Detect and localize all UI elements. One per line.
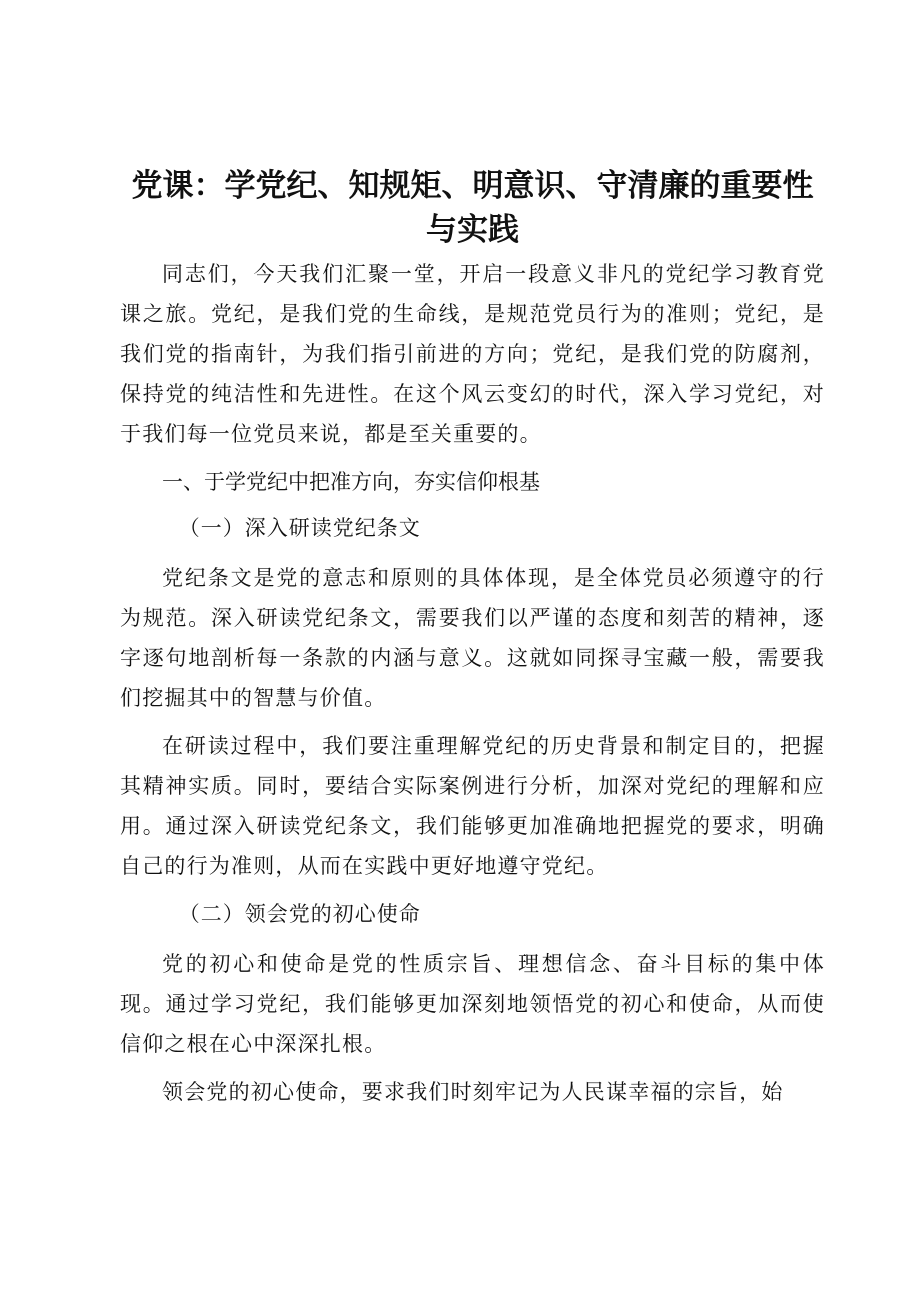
paragraph: 在研读过程中，我们要注重理解党纪的历史背景和制定目的，把握其精神实质。同时，要结合实际案例进行分析，加深对党纪的理解和应用。通过深入研读党纪条文，我们能够更加准确地把握党的要求，明确自己的行为准则，从而在实践中更好地遵守党纪。 [120,734,825,878]
paragraph: 领会党的初心使命，要求我们时刻牢记为人民谋幸福的宗旨，始 [162,1080,784,1104]
paragraph: 党纪条文是党的意志和原则的具体体现，是全体党员必须遵守的行为规范。深入研读党纪条文，需要我们以严谨的态度和刻苦的精神，逐字逐句地剖析每一条款的内涵与意义。这就如同探寻宝藏一般，需要我们挖掘其中的智慧与价值。 [120,566,825,710]
subsection-heading-2: （二）领会党的初心使命 [178,902,421,926]
subsection-heading-1: （一）深入研读党纪条文 [178,516,421,540]
section-heading-1: 一、于学党纪中把准方向，夯实信仰根基 [162,470,540,494]
document-title: 党课：学党纪、知规矩、明意识、守清廉的重要性与实践 [131,168,814,248]
paragraph: 党的初心和使命是党的性质宗旨、理想信念、奋斗目标的集中体现。通过学习党纪，我们能够更加深刻地领悟党的初心和使命，从而使信仰之根在心中深深扎根。 [120,952,825,1056]
intro-paragraph: 同志们，今天我们汇聚一堂，开启一段意义非凡的党纪学习教育党课之旅。党纪，是我们党的生命线，是规范党员行为的准则；党纪，是我们党的指南针，为我们指引前进的方向；党纪，是我们党的防腐剂，保持党的纯洁性和先进性。在这个风云变幻的时代，深入学习党纪，对于我们每一位党员来说，都是至关重要的。 [120,262,825,446]
